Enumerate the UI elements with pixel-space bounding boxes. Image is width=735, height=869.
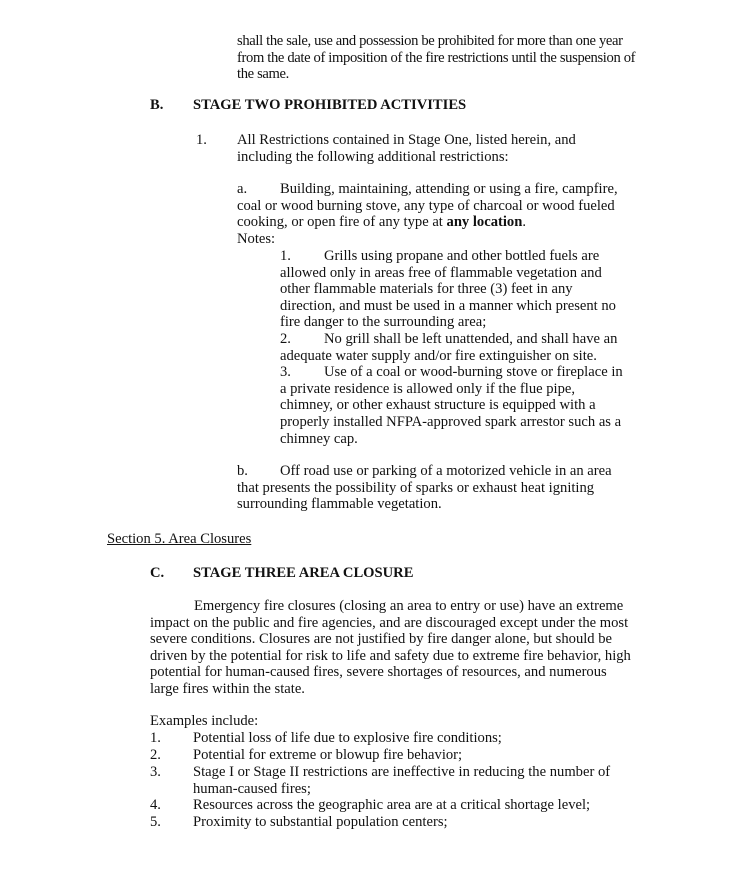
list-text-line: Stage I or Stage II restrictions are ineffective in reducing the number of [193, 764, 611, 780]
punctuation: . [522, 214, 526, 231]
paragraph-line: shall the sale, use and possession be prohibited for more than one year [237, 33, 623, 49]
paragraph-line: that presents the possibility of sparks or exhaust heat igniting [237, 479, 595, 496]
list-number: 4. [150, 797, 161, 813]
list-number: 2. [150, 747, 161, 763]
stage-two-item-1 [237, 132, 657, 165]
paragraph-line: Building, maintaining, attending or using a fire, campfire, [280, 181, 618, 197]
paragraph-line: Use of a coal or wood-burning stove or fireplace in [324, 364, 623, 381]
paragraph-line: All Restrictions contained in Stage One, listed herein, and [237, 132, 576, 148]
list-text-line: human-caused fires; [193, 780, 311, 797]
notes-list [280, 248, 640, 447]
paragraph-line: large fires within the state. [150, 680, 305, 697]
section-5-title: Section 5. Area Closures [107, 531, 252, 547]
paragraph-line: cooking, or open fire of any type at [237, 214, 447, 231]
list-text [193, 764, 610, 797]
paragraph-line: adequate water supply and/or fire extinguisher on site. [280, 347, 597, 364]
paragraph-line: coal or wood burning stove, any type of charcoal or wood fueled [237, 197, 615, 214]
emphasis-text: any location [446, 214, 523, 231]
paragraph-line: No grill shall be left unattended, and shall have an [324, 330, 618, 347]
note-number: 3. [280, 364, 291, 381]
examples-label: Examples include: [150, 713, 259, 729]
paragraph-line: from the date of imposition of the fire restrictions until the suspension of [237, 49, 636, 66]
paragraph-line: the same. [237, 66, 289, 83]
sub-item-label: b. [237, 463, 248, 479]
paragraph-line: potential for human-caused fires, severe shortages of resources, and numerous [150, 664, 607, 681]
paragraph-line: properly installed NFPA-approved spark arrestor such as a [280, 413, 622, 430]
paragraph-line: surrounding flammable vegetation. [237, 496, 442, 513]
item-number: 1. [196, 132, 207, 148]
note-item [280, 331, 640, 364]
note-number: 2. [280, 330, 291, 347]
paragraph-line: direction, and must be used in a manner which present no [280, 297, 616, 314]
paragraph-line: Off road use or parking of a motorized vehicle in an area [280, 463, 612, 479]
stage-three-heading: STAGE THREE AREA CLOSURE [193, 565, 414, 581]
list-text: Potential loss of life due to explosive fire conditions; [193, 730, 502, 746]
note-item [280, 364, 640, 447]
notes-label: Notes: [237, 230, 276, 247]
paragraph-line: Grills using propane and other bottled fuels are [324, 248, 600, 264]
stage-two-heading: STAGE TWO PROHIBITED ACTIVITIES [193, 97, 467, 113]
paragraph-line: other flammable materials for three (3) feet in any [280, 281, 573, 298]
sub-item-a [237, 181, 657, 247]
stage-three-paragraph [150, 598, 650, 698]
paragraph-line: chimney cap. [280, 430, 358, 447]
list-item [150, 764, 630, 798]
section-letter-c: C. [150, 565, 165, 581]
paragraph-line: Emergency fire closures (closing an area to entry or use) have an extreme [194, 598, 624, 614]
paragraph-line: impact on the public and fire agencies, and are discouraged except under the most [150, 614, 629, 631]
note-number: 1. [280, 248, 291, 264]
list-number: 1. [150, 730, 161, 746]
paragraph-line: severe conditions. Closures are not justified by fire danger alone, but should be [150, 631, 613, 648]
list-text: Resources across the geographic area are at a critical shortage level; [193, 797, 591, 813]
paragraph-line: allowed only in areas free of flammable vegetation and [280, 264, 602, 281]
list-text: Proximity to substantial population centers; [193, 814, 448, 830]
note-item [280, 248, 640, 331]
paragraph-line: fire danger to the surrounding area; [280, 314, 487, 331]
list-text: Potential for extreme or blowup fire behavior; [193, 747, 463, 763]
section-letter-b: B. [150, 97, 164, 113]
paragraph-line: a private residence is allowed only if the flue pipe, [280, 380, 576, 397]
paragraph-line: including the following additional restrictions: [237, 148, 509, 165]
list-number: 3. [150, 764, 161, 780]
list-number: 5. [150, 814, 161, 830]
sub-item-b [237, 463, 657, 513]
sub-item-label: a. [237, 181, 248, 197]
carryover-paragraph [237, 33, 657, 83]
paragraph-line: chimney, or other exhaust structure is equipped with a [280, 397, 596, 414]
paragraph-line: driven by the potential for risk to life and safety due to extreme fire behavior, high [150, 647, 631, 664]
